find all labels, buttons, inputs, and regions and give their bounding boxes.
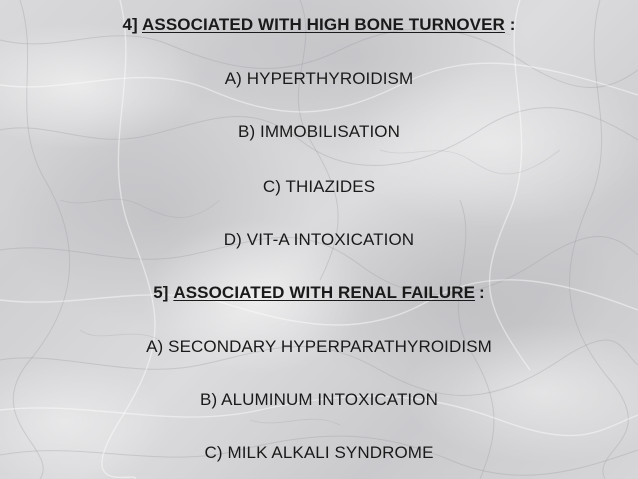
section-5-item-c: C) MILK ALKALI SYNDROME	[204, 443, 434, 462]
section-4-item-b: B) IMMOBILISATION	[238, 122, 400, 141]
section-4-colon: :	[509, 15, 516, 34]
section-4-title: ASSOCIATED WITH HIGH BONE TURNOVER	[142, 15, 505, 34]
section-5-item-a: A) SECONDARY HYPERPARATHYROIDISM	[146, 337, 492, 356]
section-5-item-b: B) ALUMINUM INTOXICATION	[200, 390, 438, 409]
section-4-number: 4]	[122, 15, 138, 34]
section-5-number: 5]	[153, 283, 169, 302]
section-4-item-d: D) VIT-A INTOXICATION	[223, 230, 415, 249]
section-4-heading	[0, 14, 638, 36]
section-5-colon: :	[479, 283, 485, 302]
section-5-heading	[0, 282, 638, 304]
section-4-item-a: A) HYPERTHYROIDISM	[224, 69, 414, 88]
section-5-title: ASSOCIATED WITH RENAL FAILURE	[173, 283, 476, 302]
section-4-item-c: C) THIAZIDES	[262, 177, 376, 196]
